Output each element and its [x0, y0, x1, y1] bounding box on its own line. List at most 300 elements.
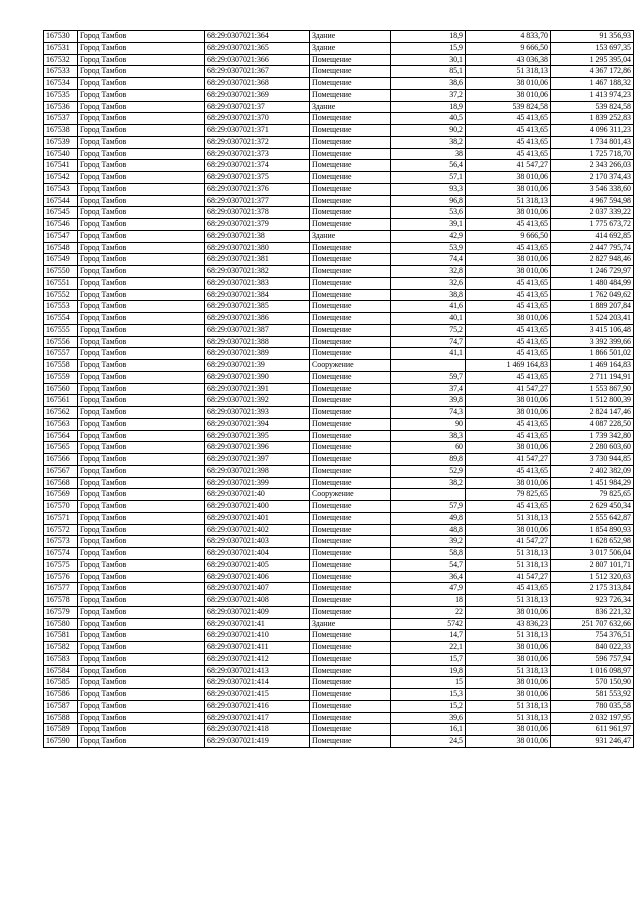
object-type-cell: Помещение — [310, 207, 391, 219]
record-number-cell: 167558 — [44, 360, 78, 372]
city-cell: Город Тамбов — [78, 418, 205, 430]
object-type-cell: Здание — [310, 101, 391, 113]
area-cell: 54,7 — [391, 559, 466, 571]
object-type-cell: Помещение — [310, 501, 391, 513]
object-type-cell: Помещение — [310, 418, 391, 430]
specific-value-cell: 45 413,65 — [466, 430, 551, 442]
city-cell: Город Тамбов — [78, 559, 205, 571]
specific-value-cell: 38 010,06 — [466, 313, 551, 325]
city-cell: Город Тамбов — [78, 336, 205, 348]
table-row — [44, 618, 634, 630]
cadastral-number-cell: 68:29:0307021:418 — [205, 724, 310, 736]
specific-value-cell: 51 318,13 — [466, 665, 551, 677]
record-number-cell: 167583 — [44, 653, 78, 665]
specific-value-cell: 38 010,06 — [466, 207, 551, 219]
city-cell: Город Тамбов — [78, 665, 205, 677]
object-type-cell: Помещение — [310, 277, 391, 289]
area-cell: 37,4 — [391, 383, 466, 395]
table-row — [44, 148, 634, 160]
cadastral-number-cell: 68:29:0307021:411 — [205, 642, 310, 654]
cadastral-number-cell: 68:29:0307021:408 — [205, 595, 310, 607]
record-number-cell: 167539 — [44, 136, 78, 148]
cadastral-value-cell: 581 553,92 — [551, 689, 634, 701]
city-cell: Город Тамбов — [78, 700, 205, 712]
object-type-cell: Здание — [310, 618, 391, 630]
cadastral-number-cell: 68:29:0307021:379 — [205, 219, 310, 231]
cadastral-value-cell: 1 451 984,29 — [551, 477, 634, 489]
city-cell: Город Тамбов — [78, 148, 205, 160]
city-cell: Город Тамбов — [78, 642, 205, 654]
table-row — [44, 512, 634, 524]
cadastral-value-cell: 836 221,32 — [551, 606, 634, 618]
record-number-cell: 167557 — [44, 348, 78, 360]
area-cell: 41,6 — [391, 301, 466, 313]
record-number-cell: 167581 — [44, 630, 78, 642]
table-row — [44, 700, 634, 712]
object-type-cell: Помещение — [310, 571, 391, 583]
specific-value-cell: 38 010,06 — [466, 395, 551, 407]
specific-value-cell: 45 413,65 — [466, 418, 551, 430]
specific-value-cell: 45 413,65 — [466, 125, 551, 137]
city-cell: Город Тамбов — [78, 160, 205, 172]
table-row — [44, 583, 634, 595]
object-type-cell: Помещение — [310, 689, 391, 701]
cadastral-value-cell: 923 726,34 — [551, 595, 634, 607]
cadastral-number-cell: 68:29:0307021:399 — [205, 477, 310, 489]
city-cell: Город Тамбов — [78, 454, 205, 466]
record-number-cell: 167541 — [44, 160, 78, 172]
city-cell: Город Тамбов — [78, 595, 205, 607]
area-cell: 57,9 — [391, 501, 466, 513]
table-row — [44, 160, 634, 172]
object-type-cell: Помещение — [310, 89, 391, 101]
specific-value-cell: 45 413,65 — [466, 242, 551, 254]
object-type-cell: Помещение — [310, 136, 391, 148]
object-type-cell: Помещение — [310, 348, 391, 360]
city-cell: Город Тамбов — [78, 277, 205, 289]
cadastral-number-cell: 68:29:0307021:369 — [205, 89, 310, 101]
city-cell: Город Тамбов — [78, 571, 205, 583]
table-row — [44, 242, 634, 254]
cadastral-value-cell: 3 392 399,66 — [551, 336, 634, 348]
record-number-cell: 167531 — [44, 42, 78, 54]
record-number-cell: 167562 — [44, 407, 78, 419]
cadastral-value-cell: 2 629 450,34 — [551, 501, 634, 513]
record-number-cell: 167568 — [44, 477, 78, 489]
record-number-cell: 167543 — [44, 183, 78, 195]
specific-value-cell: 9 666,50 — [466, 42, 551, 54]
object-type-cell: Помещение — [310, 595, 391, 607]
cadastral-value-cell: 539 824,58 — [551, 101, 634, 113]
area-cell: 49,8 — [391, 512, 466, 524]
table-row — [44, 677, 634, 689]
specific-value-cell: 38 010,06 — [466, 606, 551, 618]
city-cell: Город Тамбов — [78, 536, 205, 548]
cadastral-number-cell: 68:29:0307021:390 — [205, 371, 310, 383]
cadastral-number-cell: 68:29:0307021:409 — [205, 606, 310, 618]
cadastral-value-cell: 1 295 395,04 — [551, 54, 634, 66]
city-cell: Город Тамбов — [78, 489, 205, 501]
cadastral-number-cell: 68:29:0307021:416 — [205, 700, 310, 712]
specific-value-cell: 41 547,27 — [466, 536, 551, 548]
city-cell: Город Тамбов — [78, 78, 205, 90]
city-cell: Город Тамбов — [78, 524, 205, 536]
object-type-cell: Помещение — [310, 113, 391, 125]
cadastral-value-cell: 3 730 944,85 — [551, 454, 634, 466]
object-type-cell: Помещение — [310, 677, 391, 689]
table-row — [44, 595, 634, 607]
table-row — [44, 524, 634, 536]
record-number-cell: 167551 — [44, 277, 78, 289]
cadastral-value-table — [43, 30, 634, 748]
cadastral-number-cell: 68:29:0307021:385 — [205, 301, 310, 313]
record-number-cell: 167554 — [44, 313, 78, 325]
object-type-cell: Помещение — [310, 442, 391, 454]
object-type-cell: Здание — [310, 230, 391, 242]
cadastral-number-cell: 68:29:0307021:402 — [205, 524, 310, 536]
area-cell: 40,1 — [391, 313, 466, 325]
city-cell: Город Тамбов — [78, 230, 205, 242]
area-cell: 15,9 — [391, 42, 466, 54]
area-cell: 56,4 — [391, 160, 466, 172]
object-type-cell: Сооружение — [310, 489, 391, 501]
object-type-cell: Помещение — [310, 160, 391, 172]
specific-value-cell: 1 469 164,83 — [466, 360, 551, 372]
cadastral-number-cell: 68:29:0307021:417 — [205, 712, 310, 724]
cadastral-number-cell: 68:29:0307021:396 — [205, 442, 310, 454]
cadastral-value-cell: 840 022,33 — [551, 642, 634, 654]
table-row — [44, 665, 634, 677]
city-cell: Город Тамбов — [78, 548, 205, 560]
cadastral-number-cell: 68:29:0307021:419 — [205, 736, 310, 748]
area-cell: 74,7 — [391, 336, 466, 348]
table-row — [44, 66, 634, 78]
record-number-cell: 167534 — [44, 78, 78, 90]
cadastral-value-cell: 2 447 795,74 — [551, 242, 634, 254]
table-row — [44, 606, 634, 618]
city-cell: Город Тамбов — [78, 736, 205, 748]
cadastral-value-cell: 1 246 729,97 — [551, 266, 634, 278]
cadastral-number-cell: 68:29:0307021:383 — [205, 277, 310, 289]
area-cell: 38,3 — [391, 430, 466, 442]
cadastral-number-cell: 68:29:0307021:41 — [205, 618, 310, 630]
table-row — [44, 736, 634, 748]
specific-value-cell: 45 413,65 — [466, 583, 551, 595]
cadastral-value-cell: 1 016 098,97 — [551, 665, 634, 677]
specific-value-cell: 51 318,13 — [466, 548, 551, 560]
area-cell: 85,1 — [391, 66, 466, 78]
area-cell: 47,9 — [391, 583, 466, 595]
cadastral-value-cell: 1 854 890,93 — [551, 524, 634, 536]
table-row — [44, 89, 634, 101]
object-type-cell: Помещение — [310, 195, 391, 207]
cadastral-value-cell: 611 961,97 — [551, 724, 634, 736]
table-row — [44, 113, 634, 125]
area-cell: 15,3 — [391, 689, 466, 701]
city-cell: Город Тамбов — [78, 183, 205, 195]
specific-value-cell: 41 547,27 — [466, 571, 551, 583]
specific-value-cell: 38 010,06 — [466, 89, 551, 101]
area-cell: 75,2 — [391, 324, 466, 336]
cadastral-value-cell: 754 376,51 — [551, 630, 634, 642]
cadastral-number-cell: 68:29:0307021:372 — [205, 136, 310, 148]
cadastral-value-cell: 4 967 594,98 — [551, 195, 634, 207]
area-cell: 60 — [391, 442, 466, 454]
record-number-cell: 167577 — [44, 583, 78, 595]
specific-value-cell: 45 413,65 — [466, 371, 551, 383]
area-cell: 38,2 — [391, 477, 466, 489]
record-number-cell: 167588 — [44, 712, 78, 724]
object-type-cell: Помещение — [310, 313, 391, 325]
table-body — [44, 31, 634, 748]
city-cell: Город Тамбов — [78, 254, 205, 266]
table-row — [44, 207, 634, 219]
cadastral-value-cell: 596 757,94 — [551, 653, 634, 665]
cadastral-value-cell: 1 512 320,63 — [551, 571, 634, 583]
cadastral-value-cell: 3 017 506,04 — [551, 548, 634, 560]
cadastral-number-cell: 68:29:0307021:406 — [205, 571, 310, 583]
cadastral-value-cell: 1 762 049,62 — [551, 289, 634, 301]
table-row — [44, 689, 634, 701]
specific-value-cell: 539 824,58 — [466, 101, 551, 113]
cadastral-value-cell: 153 697,35 — [551, 42, 634, 54]
table-row — [44, 277, 634, 289]
table-row — [44, 101, 634, 113]
cadastral-number-cell: 68:29:0307021:404 — [205, 548, 310, 560]
city-cell: Город Тамбов — [78, 195, 205, 207]
specific-value-cell: 51 318,13 — [466, 712, 551, 724]
record-number-cell: 167545 — [44, 207, 78, 219]
record-number-cell: 167564 — [44, 430, 78, 442]
city-cell: Город Тамбов — [78, 172, 205, 184]
record-number-cell: 167574 — [44, 548, 78, 560]
object-type-cell: Помещение — [310, 219, 391, 231]
city-cell: Город Тамбов — [78, 266, 205, 278]
area-cell: 22 — [391, 606, 466, 618]
object-type-cell: Помещение — [310, 606, 391, 618]
specific-value-cell: 41 547,27 — [466, 383, 551, 395]
area-cell: 15,7 — [391, 653, 466, 665]
cadastral-value-cell: 2 175 313,84 — [551, 583, 634, 595]
cadastral-number-cell: 68:29:0307021:365 — [205, 42, 310, 54]
record-number-cell: 167563 — [44, 418, 78, 430]
table-row — [44, 172, 634, 184]
table-row — [44, 548, 634, 560]
object-type-cell: Помещение — [310, 254, 391, 266]
cadastral-number-cell: 68:29:0307021:366 — [205, 54, 310, 66]
city-cell: Город Тамбов — [78, 54, 205, 66]
area-cell: 38 — [391, 148, 466, 160]
cadastral-value-cell: 2 037 339,22 — [551, 207, 634, 219]
cadastral-value-cell: 1 739 342,80 — [551, 430, 634, 442]
cadastral-value-cell: 1 553 867,90 — [551, 383, 634, 395]
object-type-cell: Помещение — [310, 700, 391, 712]
object-type-cell: Помещение — [310, 536, 391, 548]
area-cell — [391, 489, 466, 501]
area-cell: 39,1 — [391, 219, 466, 231]
city-cell: Город Тамбов — [78, 89, 205, 101]
city-cell: Город Тамбов — [78, 465, 205, 477]
cadastral-number-cell: 68:29:0307021:410 — [205, 630, 310, 642]
specific-value-cell: 51 318,13 — [466, 700, 551, 712]
specific-value-cell: 51 318,13 — [466, 559, 551, 571]
object-type-cell: Помещение — [310, 336, 391, 348]
city-cell: Город Тамбов — [78, 371, 205, 383]
record-number-cell: 167573 — [44, 536, 78, 548]
object-type-cell: Помещение — [310, 125, 391, 137]
area-cell: 53,6 — [391, 207, 466, 219]
record-number-cell: 167575 — [44, 559, 78, 571]
table-row — [44, 78, 634, 90]
area-cell: 48,8 — [391, 524, 466, 536]
table-row — [44, 266, 634, 278]
table-row — [44, 407, 634, 419]
city-cell: Город Тамбов — [78, 324, 205, 336]
cadastral-value-cell: 1 734 801,43 — [551, 136, 634, 148]
cadastral-number-cell: 68:29:0307021:375 — [205, 172, 310, 184]
record-number-cell: 167532 — [44, 54, 78, 66]
cadastral-number-cell: 68:29:0307021:405 — [205, 559, 310, 571]
specific-value-cell: 38 010,06 — [466, 736, 551, 748]
city-cell: Город Тамбов — [78, 712, 205, 724]
cadastral-value-cell: 4 096 311,23 — [551, 125, 634, 137]
table-row — [44, 324, 634, 336]
table-row — [44, 489, 634, 501]
cadastral-value-cell: 4 367 172,86 — [551, 66, 634, 78]
record-number-cell: 167538 — [44, 125, 78, 137]
record-number-cell: 167589 — [44, 724, 78, 736]
specific-value-cell: 38 010,06 — [466, 254, 551, 266]
table-row — [44, 348, 634, 360]
table-row — [44, 336, 634, 348]
object-type-cell: Помещение — [310, 712, 391, 724]
specific-value-cell: 45 413,65 — [466, 113, 551, 125]
area-cell: 14,7 — [391, 630, 466, 642]
table-row — [44, 630, 634, 642]
area-cell: 40,5 — [391, 113, 466, 125]
record-number-cell: 167567 — [44, 465, 78, 477]
area-cell: 15,2 — [391, 700, 466, 712]
specific-value-cell: 79 825,65 — [466, 489, 551, 501]
cadastral-number-cell: 68:29:0307021:413 — [205, 665, 310, 677]
cadastral-number-cell: 68:29:0307021:401 — [205, 512, 310, 524]
cadastral-number-cell: 68:29:0307021:378 — [205, 207, 310, 219]
object-type-cell: Помещение — [310, 524, 391, 536]
table-row — [44, 195, 634, 207]
table-row — [44, 371, 634, 383]
cadastral-value-cell: 251 707 632,66 — [551, 618, 634, 630]
cadastral-number-cell: 68:29:0307021:380 — [205, 242, 310, 254]
table-row — [44, 501, 634, 513]
city-cell: Город Тамбов — [78, 618, 205, 630]
record-number-cell: 167571 — [44, 512, 78, 524]
area-cell: 58,8 — [391, 548, 466, 560]
city-cell: Город Тамбов — [78, 31, 205, 43]
area-cell: 57,1 — [391, 172, 466, 184]
specific-value-cell: 38 010,06 — [466, 183, 551, 195]
specific-value-cell: 51 318,13 — [466, 630, 551, 642]
record-number-cell: 167555 — [44, 324, 78, 336]
city-cell: Город Тамбов — [78, 630, 205, 642]
cadastral-value-cell: 2 170 374,43 — [551, 172, 634, 184]
object-type-cell: Помещение — [310, 242, 391, 254]
record-number-cell: 167537 — [44, 113, 78, 125]
city-cell: Город Тамбов — [78, 207, 205, 219]
object-type-cell: Помещение — [310, 430, 391, 442]
city-cell: Город Тамбов — [78, 430, 205, 442]
area-cell: 30,1 — [391, 54, 466, 66]
table-row — [44, 136, 634, 148]
cadastral-number-cell: 68:29:0307021:389 — [205, 348, 310, 360]
record-number-cell: 167546 — [44, 219, 78, 231]
cadastral-number-cell: 68:29:0307021:377 — [205, 195, 310, 207]
cadastral-number-cell: 68:29:0307021:37 — [205, 101, 310, 113]
record-number-cell: 167576 — [44, 571, 78, 583]
object-type-cell: Помещение — [310, 371, 391, 383]
table-row — [44, 383, 634, 395]
area-cell: 90 — [391, 418, 466, 430]
specific-value-cell: 38 010,06 — [466, 442, 551, 454]
area-cell: 16,1 — [391, 724, 466, 736]
cadastral-value-cell: 1 889 207,84 — [551, 301, 634, 313]
cadastral-number-cell: 68:29:0307021:391 — [205, 383, 310, 395]
area-cell: 5742 — [391, 618, 466, 630]
specific-value-cell: 38 010,06 — [466, 653, 551, 665]
cadastral-number-cell: 68:29:0307021:381 — [205, 254, 310, 266]
object-type-cell: Помещение — [310, 183, 391, 195]
city-cell: Город Тамбов — [78, 395, 205, 407]
record-number-cell: 167540 — [44, 148, 78, 160]
cadastral-number-cell: 68:29:0307021:412 — [205, 653, 310, 665]
table-row — [44, 125, 634, 137]
city-cell: Город Тамбов — [78, 512, 205, 524]
record-number-cell: 167579 — [44, 606, 78, 618]
cadastral-number-cell: 68:29:0307021:373 — [205, 148, 310, 160]
object-type-cell: Помещение — [310, 559, 391, 571]
city-cell: Город Тамбов — [78, 301, 205, 313]
record-number-cell: 167533 — [44, 66, 78, 78]
record-number-cell: 167547 — [44, 230, 78, 242]
city-cell: Город Тамбов — [78, 407, 205, 419]
record-number-cell: 167530 — [44, 31, 78, 43]
record-number-cell: 167553 — [44, 301, 78, 313]
object-type-cell: Помещение — [310, 172, 391, 184]
record-number-cell: 167565 — [44, 442, 78, 454]
cadastral-number-cell: 68:29:0307021:414 — [205, 677, 310, 689]
area-cell: 39,6 — [391, 712, 466, 724]
object-type-cell: Сооружение — [310, 360, 391, 372]
table-row — [44, 653, 634, 665]
city-cell: Город Тамбов — [78, 42, 205, 54]
table-row — [44, 54, 634, 66]
city-cell: Город Тамбов — [78, 583, 205, 595]
cadastral-value-cell: 2 807 101,71 — [551, 559, 634, 571]
specific-value-cell: 45 413,65 — [466, 136, 551, 148]
area-cell: 90,2 — [391, 125, 466, 137]
record-number-cell: 167580 — [44, 618, 78, 630]
object-type-cell: Помещение — [310, 289, 391, 301]
record-number-cell: 167552 — [44, 289, 78, 301]
cadastral-value-cell: 2 824 147,46 — [551, 407, 634, 419]
cadastral-value-cell: 570 150,90 — [551, 677, 634, 689]
specific-value-cell: 45 413,65 — [466, 289, 551, 301]
record-number-cell: 167566 — [44, 454, 78, 466]
city-cell: Город Тамбов — [78, 501, 205, 513]
cadastral-value-cell: 2 555 642,87 — [551, 512, 634, 524]
cadastral-value-cell: 3 415 106,48 — [551, 324, 634, 336]
cadastral-value-cell: 1 725 718,70 — [551, 148, 634, 160]
cadastral-value-cell: 91 356,93 — [551, 31, 634, 43]
